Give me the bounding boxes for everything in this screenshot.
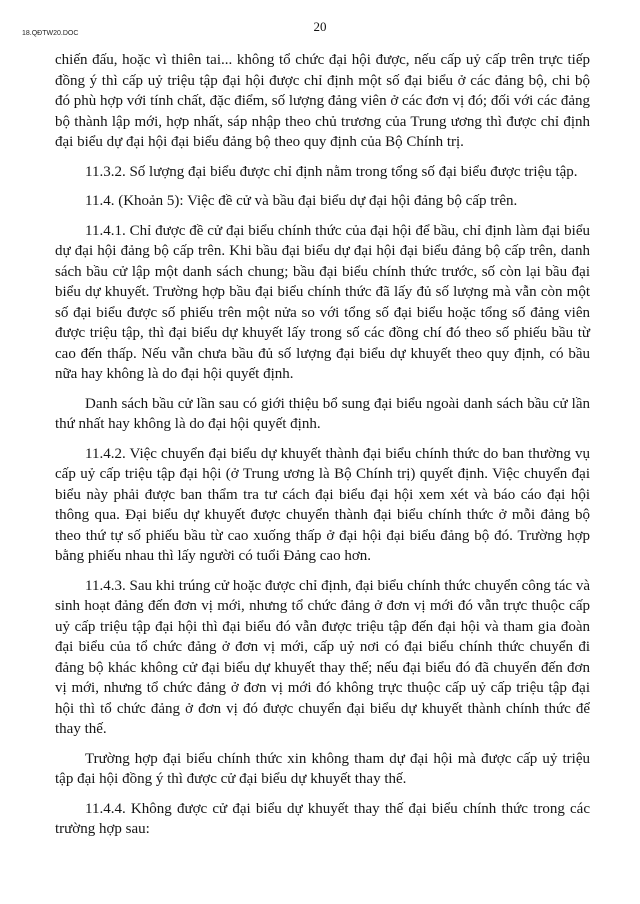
document-body [55, 50, 590, 849]
paragraph: 11.4. (Khoản 5): Việc đề cử và bầu đại biểu dự đại hội đảng bộ cấp trên. [85, 193, 518, 209]
paragraph: 11.4.1. Chỉ được đề cử đại biểu chính thức của đại hội để bầu, chỉ định làm đại biểu dự đại hội đảng bộ cấp trên. Khi bầu đại biểu dự đại hội đại biểu đảng bộ cấp trên, danh sách bầu cử lập một danh sách chung; bầu đại biểu chính thức trước, số còn lại bầu đại biểu dự khuyết. Trường hợp bầu đại biểu chính thức đã lấy đủ số lượng mà vẫn còn một số đại biểu được số phiếu trên một nửa so với tổng số đại biểu hoặc tổng số đảng viên được triệu tập, thì đại biểu dự khuyết lấy trong số các đồng chí đó theo số phiếu bầu từ cao đến thấp. Nếu vẫn chưa bầu đủ số lượng đại biểu dự khuyết theo quy định, có bầu nữa hay không là do đại hội quyết định. [55, 222, 590, 382]
paragraph: 11.4.4. Không được cử đại biểu dự khuyết thay thế đại biểu chính thức trong các trường hợp sau: [55, 800, 590, 837]
page-number: 20 [313, 19, 327, 34]
paragraph: 11.4.3. Sau khi trúng cử hoặc được chỉ định, đại biểu chính thức chuyển công tác và sinh hoạt đảng đến đơn vị mới, nhưng tổ chức đảng ở đơn vị mới đó vẫn trực thuộc cấp uỷ cấp triệu tập đại hội thì đại biểu đó vẫn được triệu tập đến đại hội và tham gia đoàn đại biểu của tổ chức đảng ở đơn vị mới, cấp uỷ nơi có đại biểu chính thức chuyển đi đảng bộ khác không cử đại biểu dự khuyết thay thế; nếu đại biểu đó đã chuyển đến đơn vị mới, nhưng tổ chức đảng ở đơn vị mới đó không trực thuộc cấp uỷ cấp triệu tập đại hội thì tổ chức đảng ở đơn vị đó được chuyển đại biểu dự khuyết thành chính thức để thay thế. [55, 577, 590, 737]
paragraph: Trường hợp đại biểu chính thức xin không tham dự đại hội mà được cấp uỷ triệu tập đại hội đồng ý thì được cử đại biểu dự khuyết thay thế. [55, 750, 590, 787]
paragraph: 11.4.2. Việc chuyển đại biểu dự khuyết thành đại biểu chính thức do ban thường vụ cấp uỷ cấp triệu tập đại hội (ở Trung ương là Bộ Chính trị) quyết định. Việc chuyển đại biểu này phải được ban thẩm tra tư cách đại biểu đại hội xem xét và báo cáo đại hội thông qua. Đại biểu dự khuyết được chuyển thành đại biểu chính thức ở mỗi đảng bộ theo thứ tự số phiếu bầu từ cao xuống thấp ở đại hội đại biểu đảng bộ đó. Trường hợp bằng phiếu nhau thì lấy người có tuổi Đảng cao hơn. [55, 445, 590, 564]
paragraph: Danh sách bầu cử lần sau có giới thiệu bổ sung đại biểu ngoài danh sách bầu cử lần thứ nhất hay không là do đại hội quyết định. [55, 395, 590, 432]
paragraph: 11.3.2. Số lượng đại biểu được chỉ định nằm trong tổng số đại biểu được triệu tập. [85, 163, 578, 180]
paragraph: chiến đấu, hoặc vì thiên tai... không tổ chức đại hội được, nếu cấp uỷ cấp trên trực tiếp đồng ý thì cấp uỷ triệu tập đại hội được chỉ định một số đại biểu ở các đảng bộ, chi bộ đó phù hợp với tính chất, đặc điểm, số lượng đảng viên ở các đơn vị đó; đối với các đảng bộ thành lập mới, hợp nhất, sáp nhập theo chủ trương của Trung ương thì được chỉ định đại biểu dự đại hội đại biểu đảng bộ theo quy định của Bộ Chính trị. [55, 52, 590, 150]
file-name-label: 18.QĐTW20.DOC [22, 30, 79, 37]
